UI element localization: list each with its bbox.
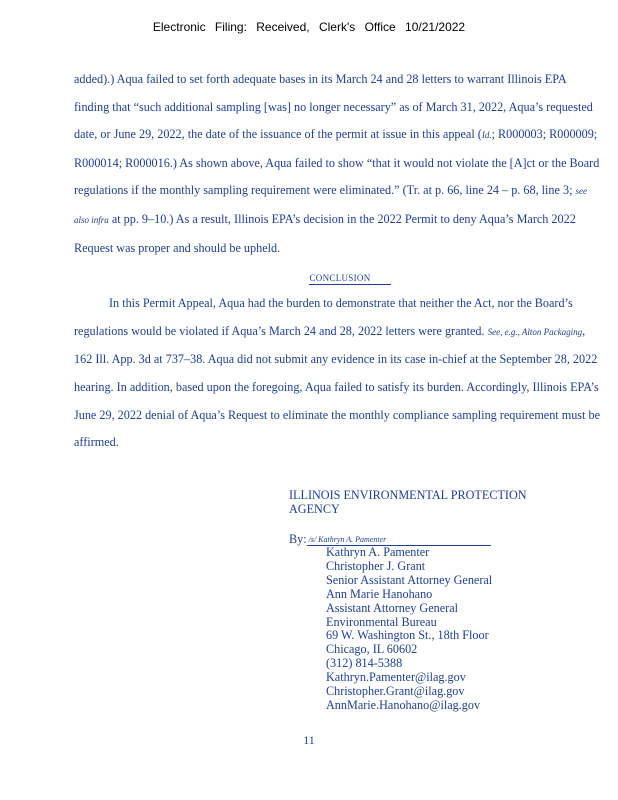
signature-by-row xyxy=(289,530,589,546)
signatory-details xyxy=(326,546,589,713)
email-link[interactable]: AnnMarie.Hanohano@ilag.gov xyxy=(326,697,481,712)
page-number: 11 xyxy=(303,733,315,747)
signatory-line: Senior Assistant Attorney General xyxy=(326,572,493,587)
email-link[interactable]: Christopher.Grant@ilag.gov xyxy=(326,684,465,699)
signatory-line: Chicago, IL 60602 xyxy=(326,642,418,657)
signature-block xyxy=(289,488,589,713)
signatory-line: Kathryn A. Pamenter xyxy=(326,545,430,559)
paragraph-text: , 162 Ill. App. 3d at 737–38. Aqua did not submit any evidence in its case in-chief at the September 28, 2022 hearing. In addition, based upon the foregoing, Aqua failed to satisfy its burden. Accordingly, Illinois EPA’s June 29, 2022 denial of Aqua’s Request to eliminate the monthly compliance sampling requirement must be affirmed. xyxy=(74,323,600,450)
paragraph-text: In this Permit Appeal, Aqua had the burden to demonstrate that neither the Act, nor the Board’s regulations would be violated if Aqua’s March 24 and 28, 2022 letters were granted. xyxy=(74,296,573,338)
by-label: By: xyxy=(289,532,307,546)
paragraph-text: at pp. 9–10.) As a result, Illinois EPA’s decision in the 2022 Permit to deny Aqua’s March 2022 Request was proper and should be upheld. xyxy=(74,211,576,255)
email-link[interactable]: Kathryn.Pamenter@ilag.gov xyxy=(326,670,466,685)
citation-signal: see also infra xyxy=(74,186,588,225)
paragraph-argument xyxy=(74,66,602,262)
filing-header: Electronic Filing: Received, Clerk's Office 10/21/2022 xyxy=(152,20,466,34)
document-body xyxy=(74,66,602,457)
signatory-line: Environmental Bureau xyxy=(326,614,437,629)
signatory-line: Christopher J. Grant xyxy=(326,558,426,573)
paragraph-conclusion xyxy=(74,290,602,457)
section-heading: CONCLUSION xyxy=(309,272,390,285)
signatory-line: Assistant Attorney General xyxy=(326,600,459,615)
citation-id: Id. xyxy=(481,130,492,141)
signatory-line: (312) 814-5388 xyxy=(326,656,403,671)
citation-signal: See, e.g., Alton Packaging xyxy=(487,326,583,337)
paragraph-text: ; R000003; R000009; R000014; R000016.) As shown above, Aqua failed to show “that it would not violate the [A]ct or the Board regulations if the monthly sampling requirement were eliminated.” (Tr. at p. 66, line 24 – p. 68, line 3; xyxy=(74,127,600,198)
conclusion-heading-row xyxy=(74,262,602,290)
agency-name: ILLINOIS ENVIRONMENTAL PROTECTION AGENCY xyxy=(289,488,527,516)
signatory-line: Ann Marie Hanohano xyxy=(326,586,433,601)
paragraph-text: added).) Aqua failed to set forth adequate bases in its March 24 and 28 letters to warrant Illinois EPA finding that “such additional sampling [was] no longer necessary” as of March 31, 2022, Aqua’s requested date, or June 29, 2022, the date of the issuance of the permit at issue in this appeal ( xyxy=(74,72,593,142)
signature-line: /s/ Kathryn A. Pamenter xyxy=(307,535,491,546)
signatory-line: 69 W. Washington St., 18th Floor xyxy=(326,628,489,643)
